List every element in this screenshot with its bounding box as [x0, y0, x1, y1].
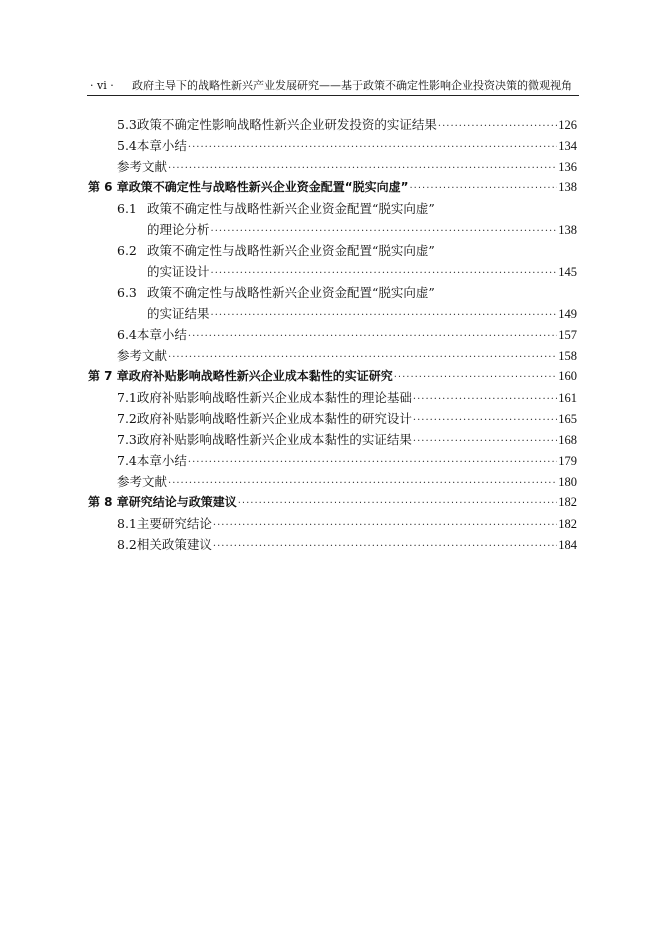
- toc-entry-title: 参考文献: [117, 159, 168, 174]
- dot-leader: [188, 452, 557, 473]
- toc-entry-number: 6.1: [117, 201, 137, 216]
- toc-entry-number: 6.4: [117, 327, 137, 342]
- toc-entry[interactable]: [117, 135, 577, 156]
- chapter-page: 138: [558, 180, 577, 194]
- toc-entry[interactable]: [117, 513, 577, 534]
- toc-entry[interactable]: [117, 282, 577, 303]
- dot-leader: [413, 389, 557, 410]
- dot-leader: [168, 347, 557, 368]
- toc-entry-number: 5.4: [117, 138, 137, 153]
- toc-entry-continuation[interactable]: [147, 219, 577, 240]
- toc-entry-title: 主要研究结论: [136, 516, 212, 531]
- toc-entry-number: 5.3: [117, 117, 137, 132]
- toc-entry[interactable]: [117, 471, 577, 492]
- toc-entry-number: 6.3: [117, 285, 137, 300]
- toc-entry-title-cont: 的实证设计: [147, 264, 210, 279]
- toc-entry-title: 参考文献: [117, 474, 168, 489]
- toc-entry[interactable]: [117, 387, 577, 408]
- running-title: 政府主导下的战略性新兴产业发展研究——基于政策不确定性影响企业投资决策的微观视角: [132, 79, 572, 92]
- toc-entry-continuation[interactable]: [147, 303, 577, 324]
- toc-entry-page: 180: [558, 475, 577, 489]
- toc-entry[interactable]: [117, 156, 577, 177]
- toc-entry-title-cont: 的理论分析: [147, 222, 210, 237]
- page-number-label: · vi ·: [90, 79, 114, 92]
- toc-entry-page: 157: [558, 328, 577, 342]
- dot-leader: [168, 158, 557, 179]
- toc-entry-page: 161: [558, 391, 577, 405]
- header-rule: [87, 95, 579, 96]
- toc-entry[interactable]: [117, 114, 577, 135]
- toc-chapter[interactable]: [88, 366, 577, 387]
- toc-chapter[interactable]: [88, 177, 577, 198]
- dot-leader: [211, 263, 558, 284]
- toc-entry-title: 本章小结: [136, 327, 187, 342]
- toc-entry-title: 政府补贴影响战略性新兴企业成本黏性的实证结果: [136, 432, 412, 447]
- toc-entry-title: 政策不确定性与战略性新兴企业资金配置“脱实向虚”: [147, 285, 435, 300]
- toc-entry-page: 179: [558, 454, 577, 468]
- toc-entry-title: 政策不确定性与战略性新兴企业资金配置“脱实向虚”: [147, 201, 435, 216]
- toc-entry[interactable]: [117, 450, 577, 471]
- toc-entry-number: 7.1: [117, 390, 137, 405]
- toc-entry-number: 6.2: [117, 243, 137, 258]
- toc-entry[interactable]: [117, 534, 577, 555]
- chapter-title: 研究结论与政策建议: [128, 495, 237, 509]
- dot-leader: [213, 536, 557, 557]
- toc-entry[interactable]: [117, 324, 577, 345]
- toc-entry-number: 7.2: [117, 411, 137, 426]
- toc-entry-title: 政府补贴影响战略性新兴企业成本黏性的理论基础: [136, 390, 412, 405]
- toc-entry-page: 168: [558, 433, 577, 447]
- toc-entry-title-cont: 的实证结果: [147, 306, 210, 321]
- chapter-number: 第 7 章: [88, 369, 129, 383]
- toc-entry-number: 7.3: [117, 432, 137, 447]
- dot-leader: [394, 367, 558, 388]
- toc-entry-number: 8.2: [117, 537, 137, 552]
- dot-leader: [438, 116, 557, 137]
- toc-entry[interactable]: [117, 408, 577, 429]
- toc-entry-page: 145: [558, 265, 577, 279]
- toc-entry-page: 138: [558, 223, 577, 237]
- dot-leader: [213, 515, 557, 536]
- dot-leader: [413, 410, 557, 431]
- toc-entry-page: 158: [558, 349, 577, 363]
- chapter-page: 160: [558, 369, 577, 383]
- chapter-page: 182: [558, 495, 577, 509]
- dot-leader: [188, 326, 557, 347]
- chapter-number: 第 8 章: [88, 495, 129, 509]
- toc-entry-page: 182: [558, 517, 577, 531]
- chapter-title: 政策不确定性与战略性新兴企业资金配置“脱实向虚”: [128, 180, 409, 194]
- toc-entry[interactable]: [117, 429, 577, 450]
- dot-leader: [188, 137, 557, 158]
- toc-entry[interactable]: [117, 240, 577, 261]
- chapter-title: 政府补贴影响战略性新兴企业成本黏性的实证研究: [128, 369, 393, 383]
- dot-leader: [211, 221, 558, 242]
- dot-leader: [410, 178, 558, 199]
- dot-leader: [413, 431, 557, 452]
- toc-entry-continuation[interactable]: [147, 261, 577, 282]
- toc-entry-page: 184: [558, 538, 577, 552]
- toc-entry[interactable]: [117, 345, 577, 366]
- toc-entry-page: 126: [558, 118, 577, 132]
- running-header: [90, 77, 577, 95]
- toc-entry-page: 165: [558, 412, 577, 426]
- toc-entry-page: 136: [558, 160, 577, 174]
- toc-entry-title: 相关政策建议: [136, 537, 212, 552]
- toc-entry-title: 政策不确定性与战略性新兴企业资金配置“脱实向虚”: [147, 243, 435, 258]
- dot-leader: [168, 473, 557, 494]
- toc-entry-number: 7.4: [117, 453, 137, 468]
- toc-entry-title: 参考文献: [117, 348, 168, 363]
- dot-leader: [238, 493, 558, 514]
- toc-entry-title: 政策不确定性影响战略性新兴企业研发投资的实证结果: [136, 117, 437, 132]
- dot-leader: [211, 305, 558, 326]
- chapter-number: 第 6 章: [88, 180, 129, 194]
- toc-entry-title: 本章小结: [136, 453, 187, 468]
- toc-entry-page: 149: [558, 307, 577, 321]
- toc-entry-number: 8.1: [117, 516, 137, 531]
- toc-chapter[interactable]: [88, 492, 577, 513]
- toc-entry-title: 本章小结: [136, 138, 187, 153]
- toc-entry-page: 134: [558, 139, 577, 153]
- toc-entry-title: 政府补贴影响战略性新兴企业成本黏性的研究设计: [136, 411, 412, 426]
- toc-entry[interactable]: [117, 198, 577, 219]
